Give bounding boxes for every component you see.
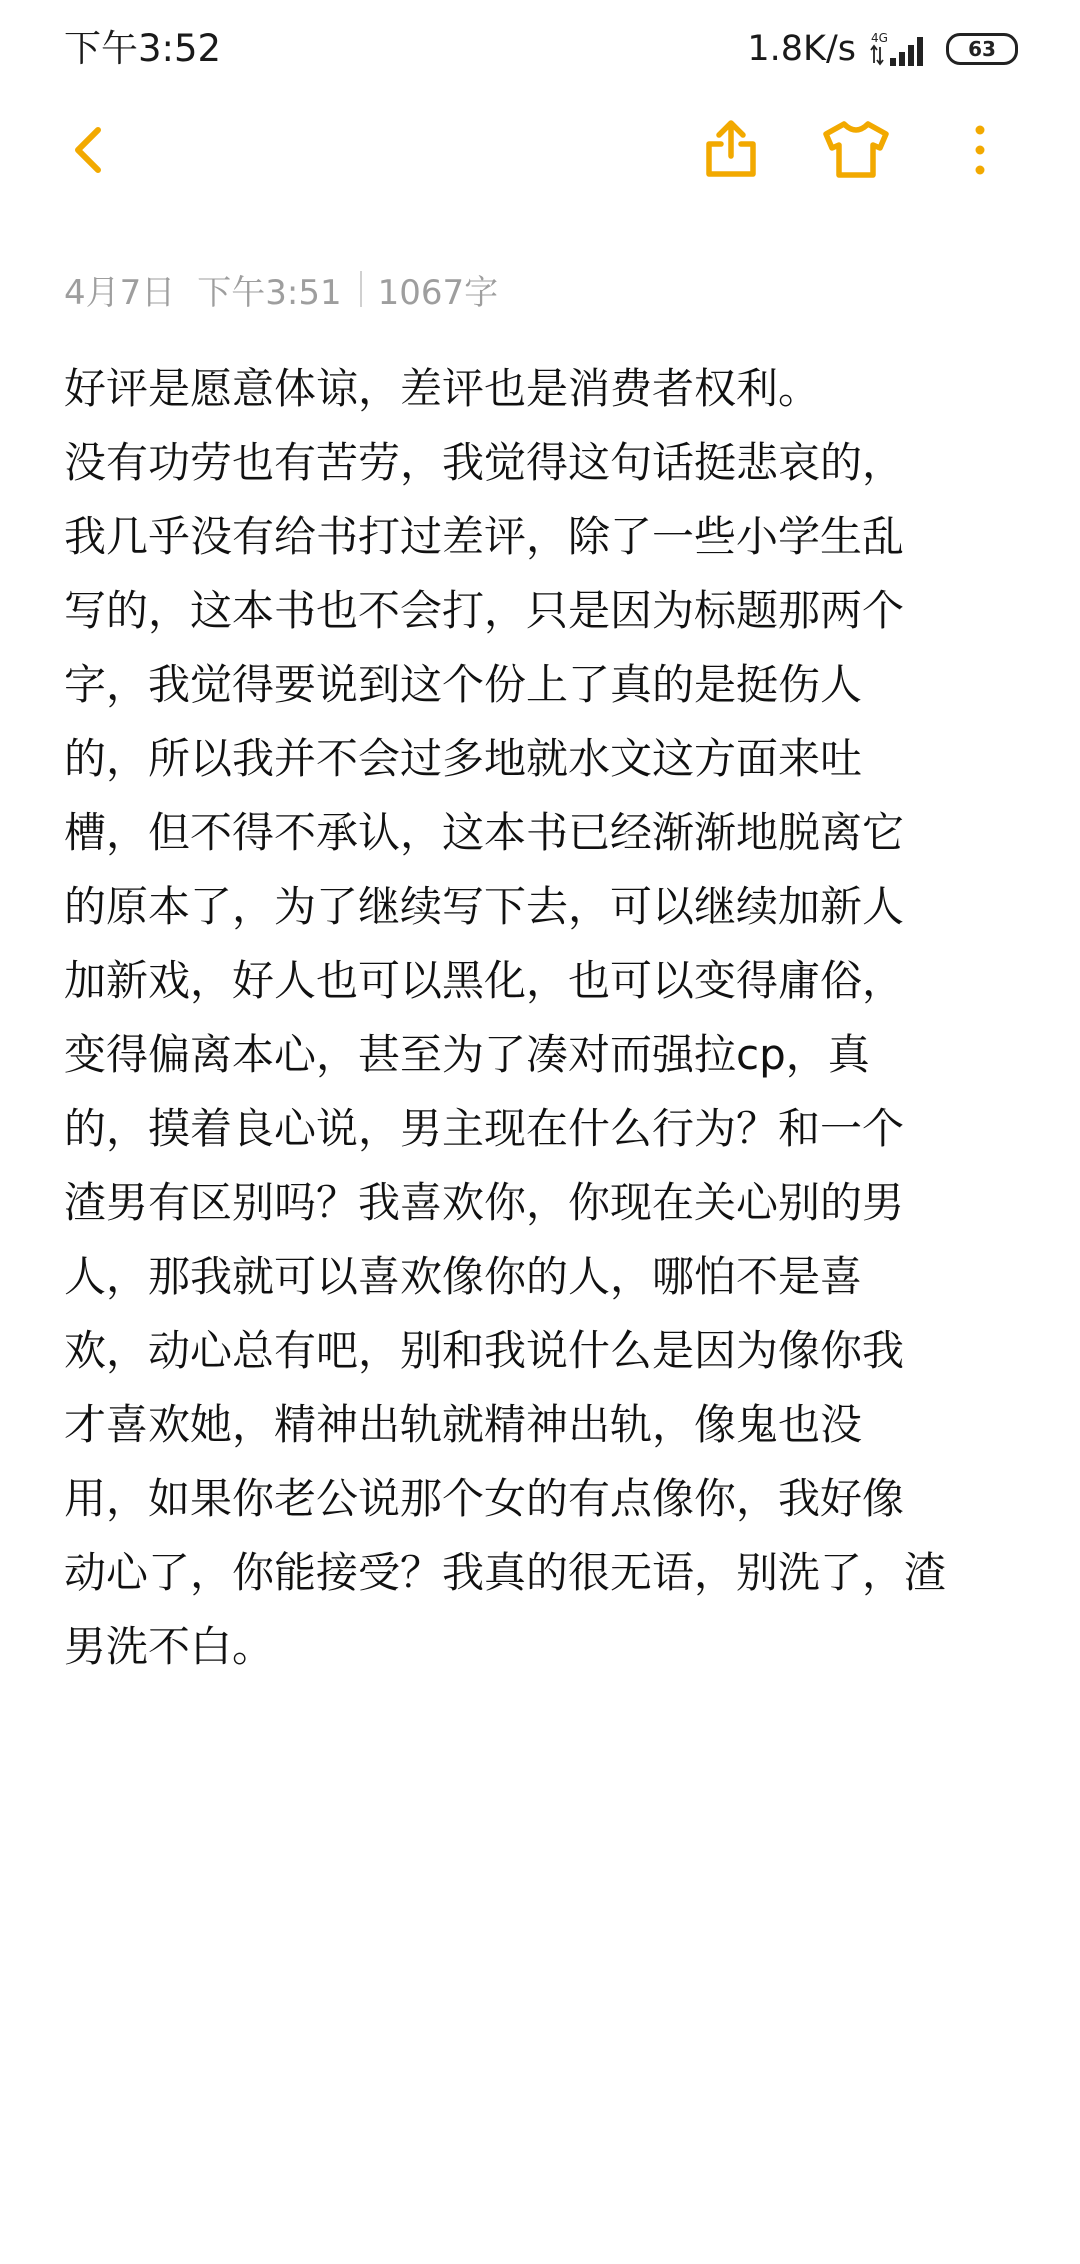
note-time: 下午3:51 (197, 272, 342, 313)
note-line: 的原本了，为了继续写下去，可以继续加新人 (64, 882, 905, 931)
back-button[interactable] (40, 100, 140, 200)
network-type: 4G (871, 31, 888, 45)
note-meta (64, 264, 498, 314)
note-line: 男洗不白。 (64, 1622, 275, 1671)
status-time: 下午3:52 (64, 27, 222, 70)
note-line: 人，那我就可以喜欢像你的人，哪怕不是喜 (64, 1252, 863, 1301)
note-line: 字，我觉得要说到这个份上了真的是挺伤人 (64, 660, 863, 709)
note-line: 没有功劳也有苦劳，我觉得这句话挺悲哀的， (64, 438, 905, 487)
signal-icon (870, 30, 930, 68)
note-line: 好评是愿意体谅，差评也是消费者权利。 (64, 364, 821, 413)
share-button[interactable] (681, 100, 781, 200)
note-line: 渣男有区别吗？我喜欢你，你现在关心别的男 (64, 1178, 905, 1227)
word-count: 1067字 (377, 272, 499, 313)
note-line: 我几乎没有给书打过差评，除了一些小学生乱 (64, 512, 905, 561)
meta-divider (360, 271, 362, 307)
battery-level: 63 (968, 37, 996, 61)
note-line: 的，所以我并不会过多地就水文这方面来吐 (64, 734, 863, 783)
note-line: 加新戏，好人也可以黑化，也可以变得庸俗， (64, 956, 905, 1005)
status-bar (0, 0, 1080, 100)
more-vertical-icon (970, 120, 990, 180)
note-body[interactable] (64, 352, 1004, 1684)
toolbar (0, 100, 1080, 200)
note-line: 变得偏离本心，甚至为了凑对而强拉cp，真 (64, 1030, 870, 1079)
note-line: 动心了，你能接受？我真的很无语，别洗了，渣 (64, 1548, 947, 1597)
note-date: 4月7日 (64, 272, 176, 313)
status-indicators (747, 24, 1018, 74)
note-line: 欢，动心总有吧，别和我说什么是因为像你我 (64, 1326, 905, 1375)
battery-icon (946, 33, 1018, 65)
theme-button[interactable] (806, 100, 906, 200)
more-button[interactable] (930, 100, 1030, 200)
note-line: 槽，但不得不承认，这本书已经渐渐地脱离它 (64, 808, 905, 857)
note-line: 才喜欢她，精神出轨就精神出轨，像鬼也没 (64, 1400, 863, 1449)
note-line: 写的，这本书也不会打，只是因为标题那两个 (64, 586, 905, 635)
share-icon (699, 118, 763, 182)
chevron-left-icon (60, 120, 120, 180)
note-line: 的，摸着良心说，男主现在什么行为？和一个 (64, 1104, 905, 1153)
network-speed: 1.8K/s (747, 29, 856, 69)
note-line: 用，如果你老公说那个女的有点像你，我好像 (64, 1474, 905, 1523)
tshirt-icon (820, 118, 892, 182)
